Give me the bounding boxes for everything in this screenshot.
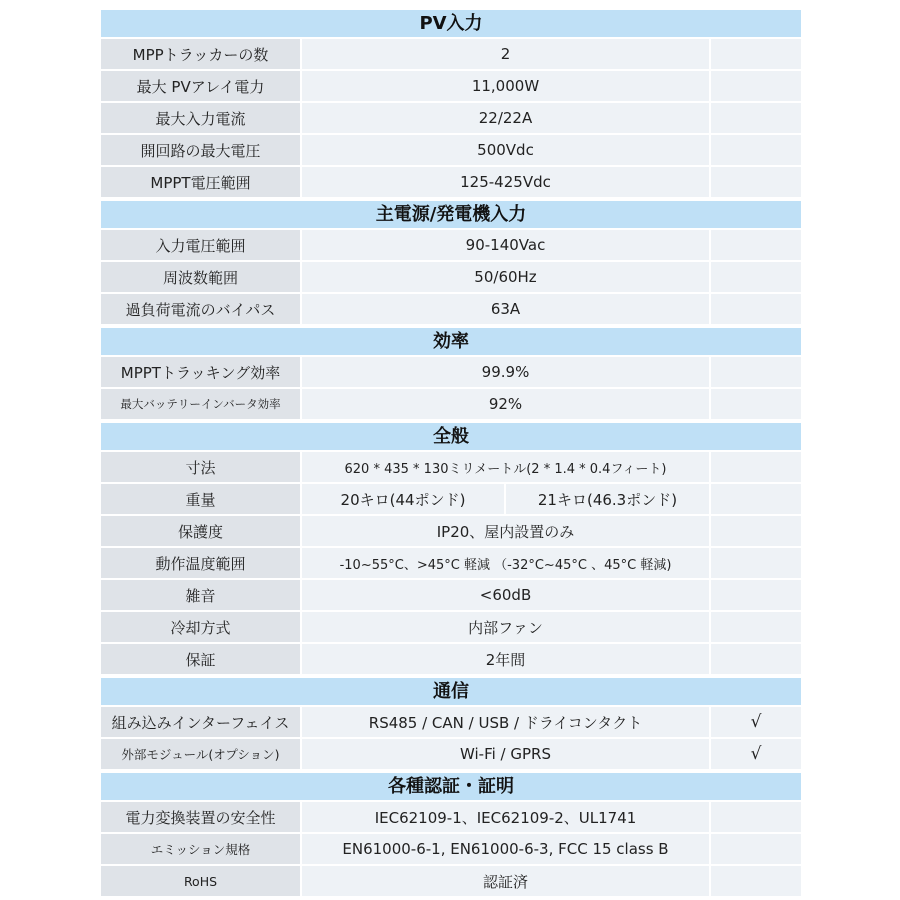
row-value: -10~55°C、>45°C 軽減 （-32°C~45°C 、45°C 軽減) [302,548,711,578]
row-value: <60dB [302,580,711,610]
table-row [101,389,801,419]
row-label: 最大 PVアレイ電力 [101,71,302,101]
row-label: 組み込みインターフェイス [101,707,302,737]
row-label: 冷却方式 [101,612,302,642]
row-mark [711,135,801,165]
row-mark [711,516,801,546]
row-mark [711,834,801,864]
section-title: 全般 [101,423,801,452]
row-value: 認証済 [302,866,711,896]
row-label: 最大バッテリーインバータ効率 [101,389,302,419]
section-communication [101,678,801,769]
row-label: MPPトラッカーの数 [101,39,302,69]
row-value: 92% [302,389,711,419]
row-mark [711,548,801,578]
check-mark-icon: √ [711,707,801,737]
row-mark [711,71,801,101]
row-label: 過負荷電流のバイパス [101,294,302,324]
row-value: 22/22A [302,103,711,133]
table-row [101,834,801,866]
row-mark [711,294,801,324]
row-value: 内部ファン [302,612,711,642]
table-row [101,294,801,324]
table-row [101,357,801,389]
row-value-right: 21キロ(46.3ポンド) [537,490,678,509]
table-row [101,167,801,197]
row-mark [711,866,801,896]
table-row [101,103,801,135]
row-value: EN61000-6-1, EN61000-6-3, FCC 15 class B [302,834,711,864]
section-title: PV入力 [101,10,801,39]
row-label: 動作温度範囲 [101,548,302,578]
row-label: 電力変換装置の安全性 [101,802,302,832]
table-row [101,644,801,674]
row-value: 500Vdc [302,135,711,165]
check-mark-icon: √ [711,739,801,769]
section-efficiency [101,328,801,419]
row-value: IP20、屋内設置のみ [302,516,711,546]
row-label: 周波数範囲 [101,262,302,292]
section-grid-generator-input [101,201,801,324]
row-label: 保護度 [101,516,302,546]
section-title: 効率 [101,328,801,357]
row-mark [711,389,801,419]
row-label: エミッション規格 [101,834,302,864]
row-label: 雑音 [101,580,302,610]
table-row [101,707,801,739]
row-value: 90-140Vac [302,230,711,260]
row-mark [711,580,801,610]
row-label: RoHS [101,866,302,896]
row-mark [711,39,801,69]
row-mark [711,612,801,642]
section-title: 通信 [101,678,801,707]
table-row [101,866,801,896]
table-row [101,548,801,580]
table-row [101,739,801,769]
table-row [101,612,801,644]
row-value-split [302,484,711,514]
row-mark [711,167,801,197]
table-row [101,262,801,294]
row-label: 開回路の最大電圧 [101,135,302,165]
row-value: 2 [302,39,711,69]
row-value: 50/60Hz [302,262,711,292]
row-label: 寸法 [101,452,302,482]
row-value: RS485 / CAN / USB / ドライコンタクト [302,707,711,737]
row-value: 2年間 [302,644,711,674]
row-label: MPPTトラッキング効率 [101,357,302,387]
table-row [101,230,801,262]
table-row [101,484,801,516]
section-general [101,423,801,674]
row-value: 11,000W [302,71,711,101]
row-value: IEC62109-1、IEC62109-2、UL1741 [302,802,711,832]
row-mark [711,357,801,387]
row-mark [711,103,801,133]
row-value: 620 * 435 * 130ミリメートル(2 * 1.4 * 0.4フィート) [302,452,711,482]
row-mark [711,262,801,292]
row-mark [711,452,801,482]
table-row [101,452,801,484]
section-certifications [101,773,801,896]
row-value: Wi-Fi / GPRS [302,739,711,769]
row-mark [711,802,801,832]
section-title: 各種認証・証明 [101,773,801,802]
row-label: 最大入力電流 [101,103,302,133]
row-label: 入力電圧範囲 [101,230,302,260]
row-mark [711,484,801,514]
section-title: 主電源/発電機入力 [101,201,801,230]
table-row [101,71,801,103]
row-label: 外部モジュール(オプション) [101,739,302,769]
section-pv-input [101,10,801,197]
row-value: 63A [302,294,711,324]
row-value: 125-425Vdc [302,167,711,197]
row-mark [711,644,801,674]
table-row [101,516,801,548]
row-value: 99.9% [302,357,711,387]
table-row [101,802,801,834]
row-value-left: 20キロ(44ポンド) [302,484,506,514]
table-row [101,580,801,612]
table-row [101,39,801,71]
table-row [101,135,801,167]
spec-sheet [101,10,801,900]
row-label: 重量 [101,484,302,514]
row-label: 保証 [101,644,302,674]
row-mark [711,230,801,260]
row-label: MPPT電圧範囲 [101,167,302,197]
